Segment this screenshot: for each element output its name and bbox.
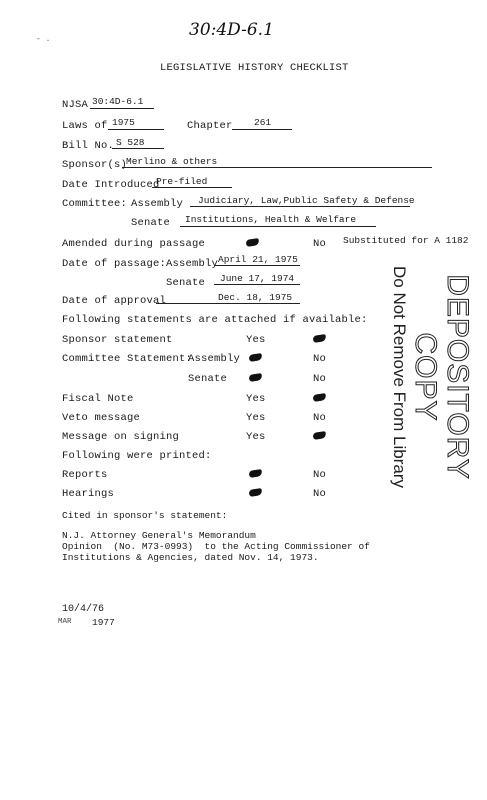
date-introduced-value: Pre-filed (156, 176, 208, 187)
hearings-label: Hearings (62, 488, 115, 500)
njsa-label: NJSA (62, 99, 89, 111)
committee-senate-underline (180, 226, 376, 227)
sponsor-statement-yes: Yes (246, 334, 266, 346)
footer-date: 10/4/76 (62, 604, 105, 615)
committee-assembly-yes-mark (249, 353, 263, 362)
committee-statement-senate: Senate (188, 373, 228, 385)
depository-stamp (390, 262, 474, 492)
chapter-label: Chapter (187, 120, 233, 132)
laws-underline (108, 129, 164, 130)
chapter-underline (232, 129, 292, 130)
printed-heading: Following were printed: (62, 450, 212, 462)
bill-underline (112, 148, 164, 149)
amended-label: Amended during passage (62, 238, 206, 250)
amended-no: No (313, 238, 327, 250)
hearings-yes-mark (249, 488, 263, 497)
cited-line-1: N.J. Attorney General's Memorandum (62, 530, 256, 541)
fiscal-note-label: Fiscal Note (62, 393, 134, 405)
bill-label: Bill No. (62, 140, 115, 152)
date-introduced-label: Date Introduced (62, 179, 160, 191)
corner-mark: - . (36, 35, 51, 44)
fiscal-note-no-mark (313, 393, 327, 402)
cited-line-3: Institutions & Agencies, dated Nov. 14, 1973. (62, 552, 319, 563)
sponsors-label: Sponsor(s) (62, 159, 128, 171)
sponsors-underline (122, 167, 432, 168)
fiscal-note-yes: Yes (246, 393, 266, 405)
page-title: LEGISLATIVE HISTORY CHECKLIST (160, 62, 349, 74)
committee-statement-assembly: Assembly (188, 353, 241, 365)
message-signing-no-mark (313, 431, 327, 440)
reports-yes-mark (249, 469, 263, 478)
veto-message-yes: Yes (246, 412, 266, 424)
committee-senate-yes-mark (249, 373, 263, 382)
committee-assembly-value: Judiciary, Law,Public Safety & Defense (198, 195, 415, 206)
approval-underline (156, 303, 300, 304)
njsa-underline (90, 108, 154, 109)
passage-senate-underline (214, 284, 300, 285)
sponsor-statement-label: Sponsor statement (62, 334, 173, 346)
committee-senate-label: Senate (131, 217, 171, 229)
passage-senate-label: Senate (166, 277, 206, 289)
date-introduced-underline (152, 187, 232, 188)
committee-label: Committee: (62, 198, 128, 210)
laws-value: 1975 (112, 117, 135, 128)
njsa-value: 30:4D-6.1 (92, 96, 144, 107)
committee-assembly-label: Assembly (131, 198, 184, 210)
cited-heading: Cited in sponsor's statement: (62, 510, 228, 521)
reports-label: Reports (62, 469, 108, 481)
passage-assembly-label: Assembly (166, 258, 219, 270)
committee-assembly-underline (190, 206, 410, 207)
veto-message-no: No (313, 412, 327, 424)
approval-label: Date of approval (62, 295, 167, 307)
veto-message-label: Veto message (62, 412, 141, 424)
hearings-no: No (313, 488, 327, 500)
passage-senate-value: June 17, 1974 (220, 273, 295, 284)
footer-year: 1977 (92, 617, 115, 628)
bill-value: S 528 (116, 137, 145, 148)
passage-assembly-underline (214, 265, 300, 266)
reports-no: No (313, 469, 327, 481)
committee-statement-label: Committee Statement: (62, 353, 193, 365)
passage-assembly-value: April 21, 1975 (218, 254, 298, 265)
substituted-note: Substituted for A 1182 (343, 235, 469, 246)
cited-line-2: Opinion (No. M73-0993) to the Acting Commissioner of (62, 541, 370, 552)
handwritten-code: 30:4D-6.1 (189, 20, 274, 40)
message-signing-yes: Yes (246, 431, 266, 443)
amended-yes-mark (246, 238, 260, 247)
stamp-depository-copy: DEPOSITORY COPY (409, 274, 474, 480)
committee-senate-value: Institutions, Health & Welfare (185, 214, 357, 225)
chapter-value: 261 (254, 117, 272, 128)
laws-label: Laws of (62, 120, 108, 132)
approval-value: Dec. 18, 1975 (218, 292, 293, 303)
committee-assembly-no: No (313, 353, 327, 365)
committee-senate-no: No (313, 373, 327, 385)
sponsor-statement-no-mark (313, 334, 327, 343)
stamp-do-not-remove: Do Not Remove From Library (390, 265, 409, 488)
statements-heading: Following statements are attached if available: (62, 314, 368, 326)
date-passage-label: Date of passage: (62, 258, 167, 270)
message-signing-label: Message on signing (62, 431, 180, 443)
sponsors-value: Merlino & others (126, 156, 218, 167)
footer-mar-stamp: MAR (58, 618, 72, 626)
